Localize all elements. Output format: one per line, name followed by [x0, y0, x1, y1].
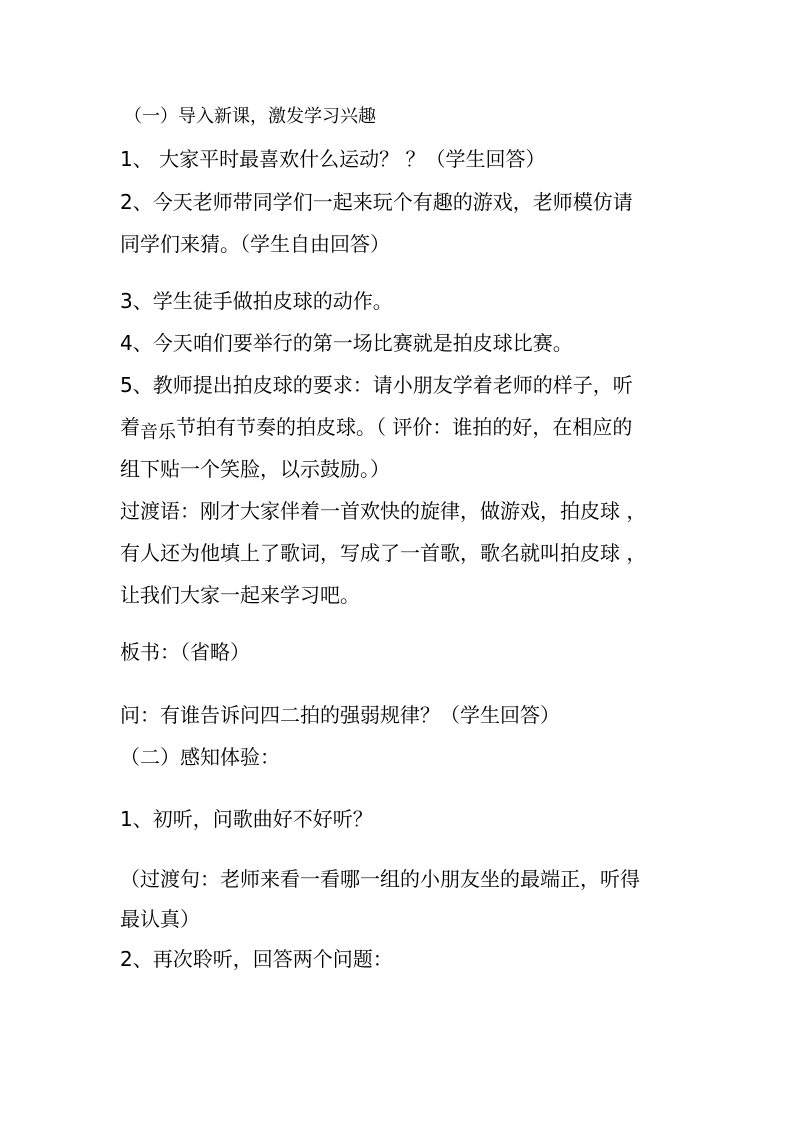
paragraph-line: 同学们来猜。（学生自由回答） [120, 232, 390, 256]
paragraph-line: 5、教师提出拍皮球的要求：请小朋友学着老师的样子，听 [120, 373, 633, 397]
paragraph-line: 组下贴一个笑脸，以示鼓励。） [120, 457, 390, 481]
paragraph-line: 1、 大家平时最喜欢什么运动？ ？（学生回答） [120, 147, 546, 171]
text-fragment: 着 [120, 415, 140, 439]
paragraph-line: （过渡句：老师来看一看哪一组的小朋友坐的最端正，听得 [120, 867, 640, 891]
paragraph-line: 3、学生徒手做拍皮球的动作。 [120, 289, 393, 313]
paragraph-line: 最认真） [120, 907, 200, 931]
paragraph-line: 2、今天老师带同学们一起来玩个有趣的游戏，老师模仿请 [120, 190, 633, 214]
text-fragment-subscript: 音乐 [140, 422, 176, 443]
paragraph-line [120, 413, 632, 443]
paragraph-line: 过渡语：刚才大家伴着一首欢快的旋律，做游戏，拍皮球 ， [120, 499, 647, 523]
section-heading-perception: （二）感知体验： [120, 745, 280, 769]
paragraph-line: 4、今天咱们要举行的第一场比赛就是拍皮球比赛。 [120, 331, 573, 355]
paragraph-line: 板书：（省略） [120, 640, 250, 664]
paragraph-line: 问：有谁告诉问四二拍的强弱规律？（学生回答） [120, 703, 560, 727]
paragraph-line: 2、再次聆听，回答两个问题： [120, 947, 393, 971]
text-fragment: 节拍有节奏的拍皮球。（ 评价：谁拍的好，在相应的 [176, 415, 633, 439]
section-heading-intro: （一）导入新课，激发学习兴趣 [124, 106, 376, 127]
paragraph-line: 有人还为他填上了歌词，写成了一首歌，歌名就叫拍皮球 ， [120, 541, 647, 565]
paragraph-line: 让我们大家一起来学习吧。 [120, 583, 360, 607]
paragraph-line: 1、初听，问歌曲好不好听？ [120, 807, 373, 831]
